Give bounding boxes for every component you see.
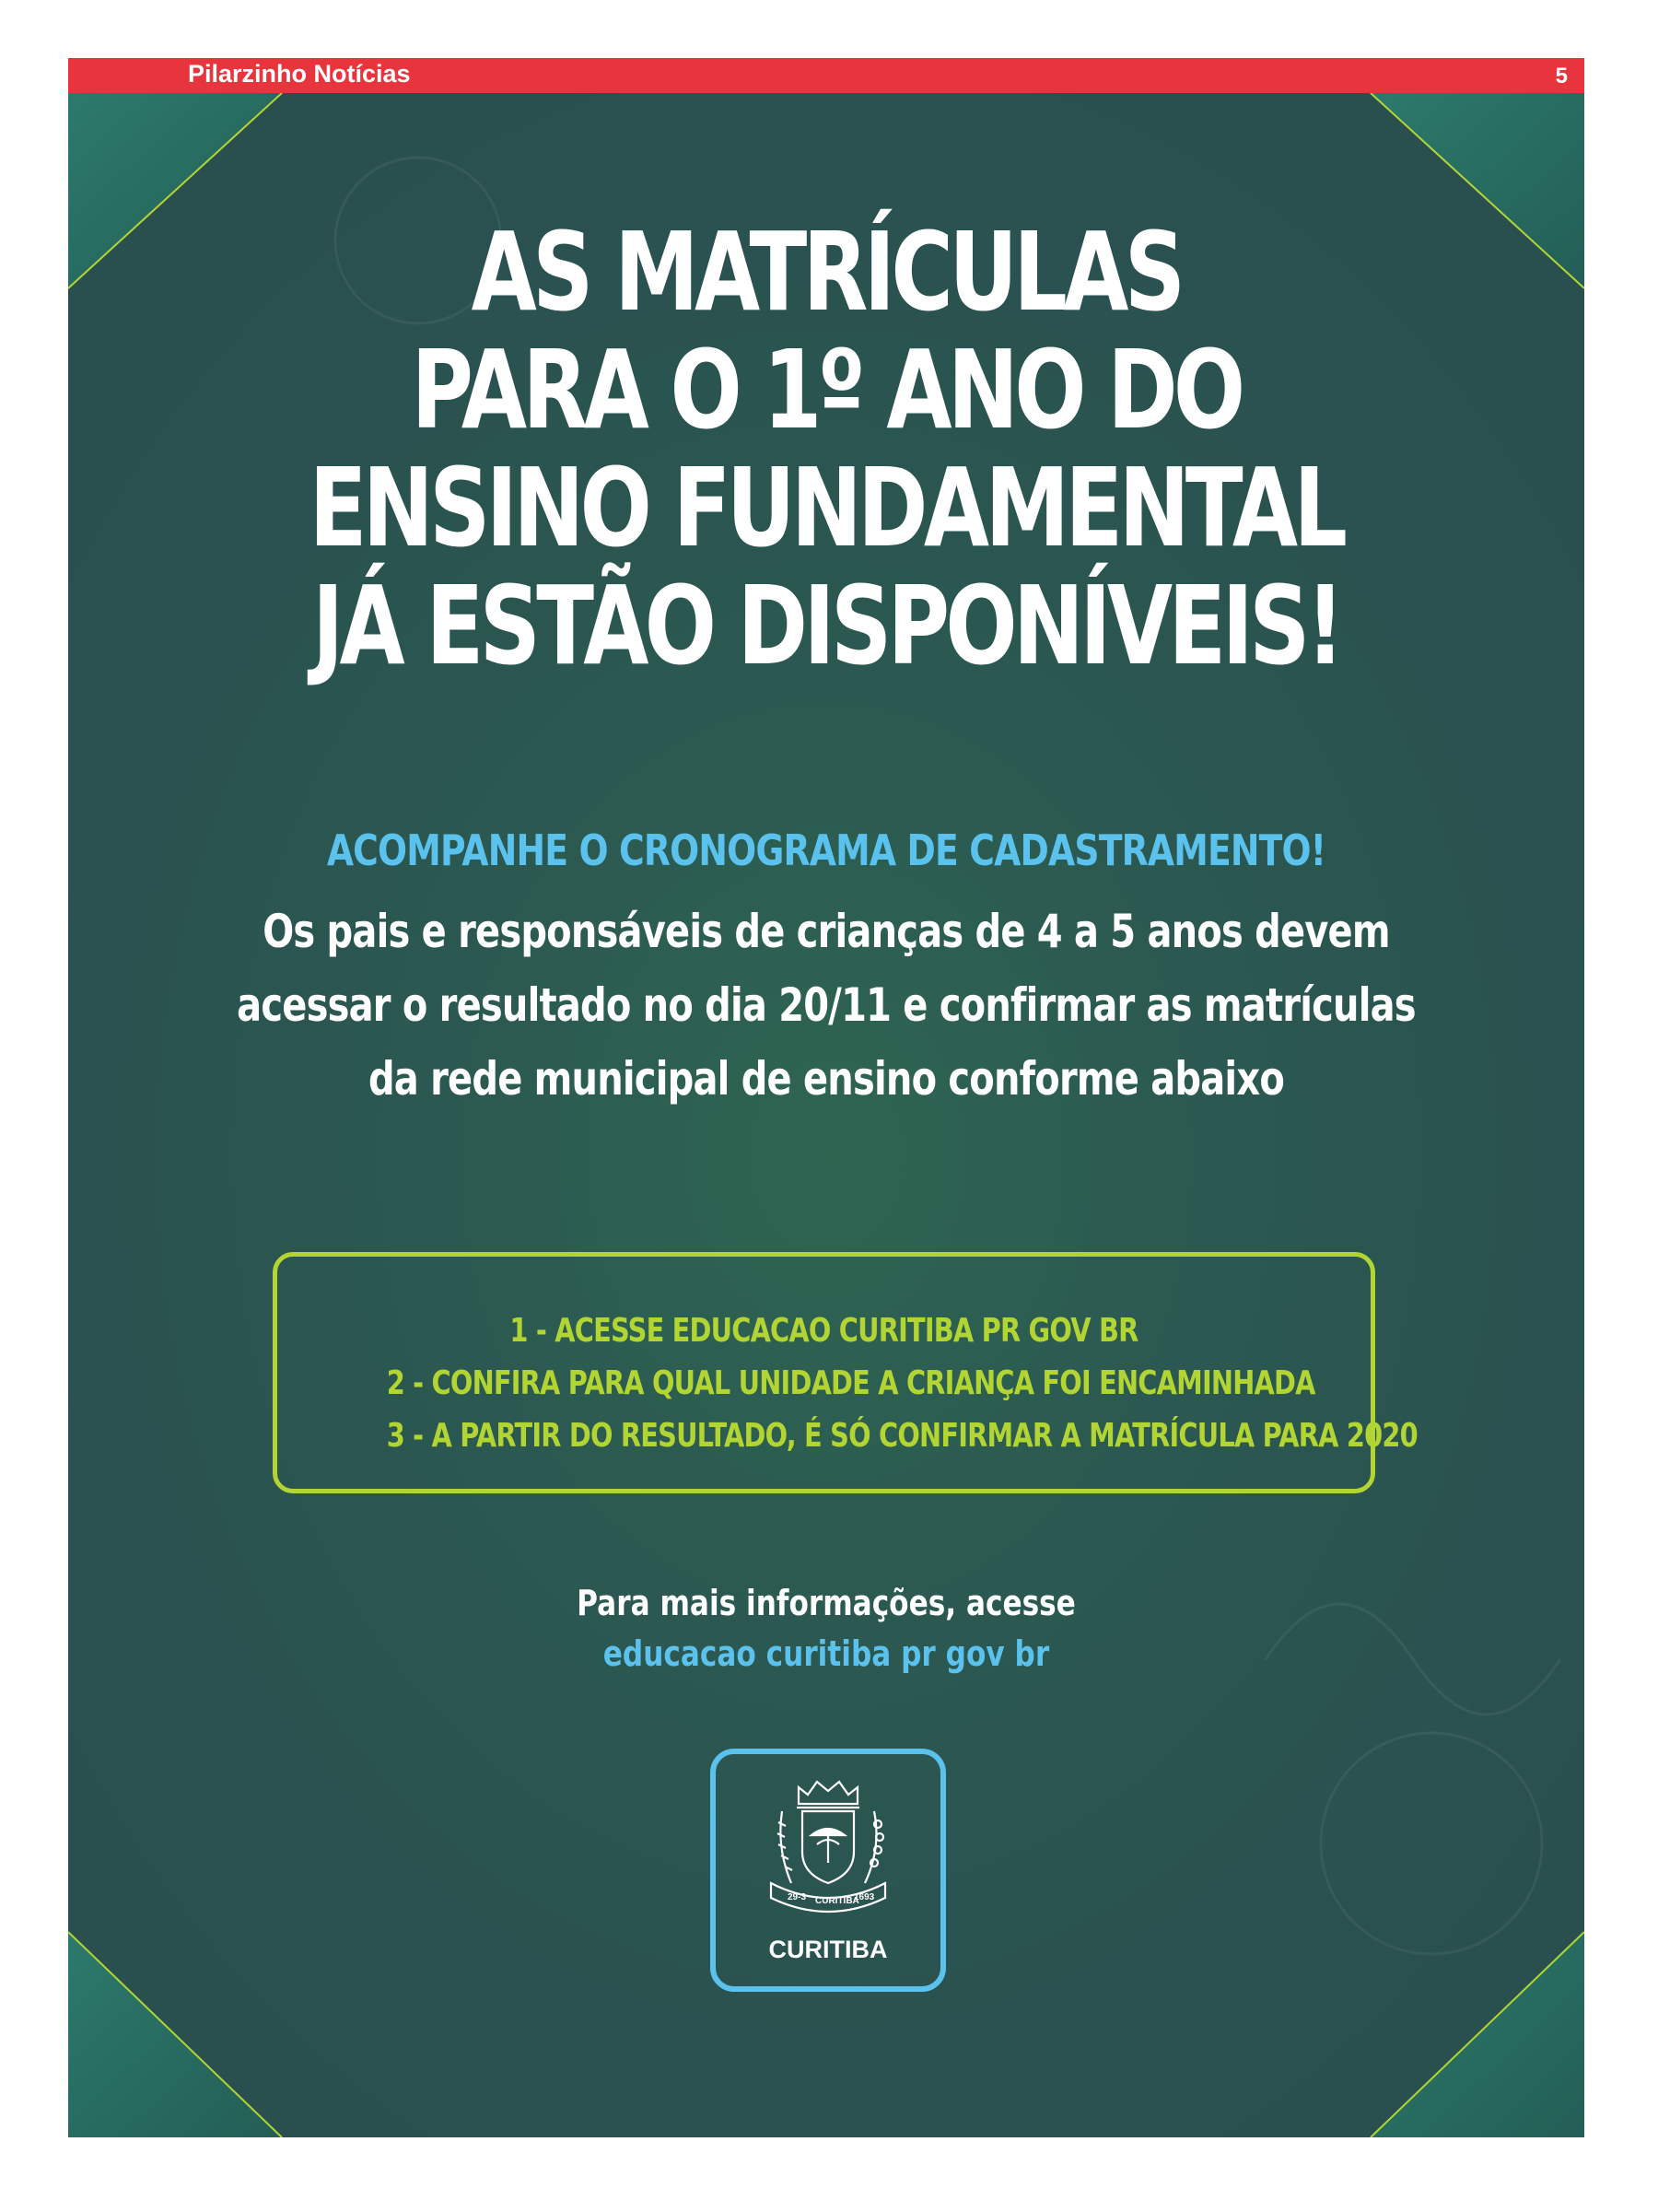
steps-list [386,1305,1418,1462]
more-info [204,1578,1448,1679]
advertisement-poster [68,93,1584,2137]
more-info-link[interactable]: educacao curitiba pr gov br [602,1633,1050,1674]
intro-line: Os pais e responsáveis de crianças de 4 a 5 anos devem [263,905,1390,958]
seal-label: CURITIBA [768,1936,888,1963]
steps-box [273,1252,1418,1493]
seal-ribbon-date-right: 1693 [854,1892,875,1902]
seal-ribbon-text: CURITIBA [815,1896,859,1906]
headline-line: JÁ ESTÃO DISPONÍVEIS! [311,562,1341,689]
page-number: 5 [1555,64,1568,88]
intro-text [220,895,1433,1116]
city-seal-icon [751,1774,905,1922]
intro-line: acessar o resultado no dia 20/11 e confirmar as matrículas [237,978,1416,1032]
step-item: 1 - ACESSE EDUCACAO CURITIBA PR GOV BR [509,1312,1138,1350]
seal-ribbon-date-left: 29-3 [788,1892,807,1902]
step-item: 3 - A PARTIR DO RESULTADO, É SÓ CONFIRMAR A MATRÍCULA PARA 2020 [386,1417,1418,1455]
curitiba-logo [710,1749,946,1992]
header-bar [68,58,1584,93]
headline-line: PARA O 1º ANO DO [411,326,1242,453]
headline [235,208,1418,689]
more-info-label: Para mais informações, acesse [577,1583,1076,1623]
headline-line: ENSINO FUNDAMENTAL [309,444,1344,571]
headline-line: AS MATRÍCULAS [471,208,1182,335]
subheadline: ACOMPANHE O CRONOGRAMA DE CADASTRAMENTO! [326,825,1326,875]
newspaper-title: Pilarzinho Notícias [188,60,411,88]
intro-line: da rede municipal de ensino conforme abaixo [368,1052,1285,1106]
step-item: 2 - CONFIRA PARA QUAL UNIDADE A CRIANÇA FOI ENCAMINHADA [386,1364,1315,1402]
